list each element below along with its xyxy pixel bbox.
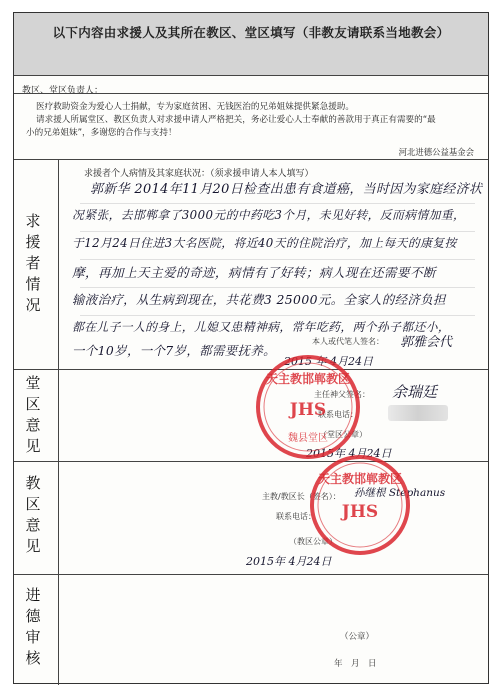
diocese-seal-label: （教区公章） bbox=[289, 537, 337, 546]
parish-contact-label: 教区、堂区负责人： bbox=[22, 86, 104, 96]
rule-line bbox=[80, 259, 475, 260]
notice-line-3: 小的兄弟姐妹”，多谢您的合作与支持！ bbox=[26, 128, 177, 138]
divider bbox=[14, 574, 488, 575]
notice-line-1: 医疗救助资金为爱心人士捐献，专为家庭贫困、无钱医治的兄弟姐妹提供紧急援助。 bbox=[36, 102, 354, 112]
applicant-date: 2015 年 4月24日 bbox=[284, 355, 373, 368]
divider bbox=[14, 159, 488, 160]
parish-seal-text: 天主教邯郸教区 bbox=[265, 372, 351, 386]
notice-line-2: 请求援人所属堂区、教区负责人对求援申请人严格把关，务必让爱心人士奉献的善款用于真正有需要的“最 bbox=[36, 115, 436, 125]
handwritten-line: 一个10岁，一个7岁，都需要抚养。 bbox=[72, 343, 276, 358]
signer-signature: 郭雅会代 bbox=[400, 335, 453, 350]
redacted-phone bbox=[388, 405, 448, 421]
divider bbox=[14, 461, 488, 462]
divider bbox=[14, 369, 488, 370]
diocese-phone-label: 联系电话： bbox=[276, 512, 316, 521]
handwritten-line: 输液治疗，从生病到现在，共花费3 25000元。全家人的经济负担 bbox=[72, 292, 446, 307]
handwritten-line: 都在儿子一人的身上，儿媳又患精神病，常年吃药，两个孙子都还小， bbox=[72, 320, 451, 334]
diocese-section-label: 教 区 意 见 bbox=[25, 474, 41, 555]
parish-seal-label: （堂区公章） bbox=[319, 430, 367, 439]
jinde-section-label: 进 德 审 核 bbox=[25, 586, 41, 667]
applicant-section-label: 求 援 者 情 况 bbox=[25, 212, 41, 314]
bishop-signature: 孙继根 Stephanus bbox=[354, 487, 446, 499]
divider bbox=[14, 93, 488, 94]
jinde-date-label: 年 月 日 bbox=[334, 659, 377, 669]
column-divider bbox=[58, 159, 59, 685]
handwritten-line: 郭新华 2014年11月20日检查出患有食道癌，当时因为家庭经济状 bbox=[90, 182, 483, 197]
parish-section-label: 堂 区 意 见 bbox=[25, 374, 41, 455]
parish-phone-label: 联系电话： bbox=[318, 410, 358, 419]
bishop-label: 主教/教区长（签名）： bbox=[262, 492, 341, 501]
handwritten-line: 摩，再加上天主爱的奇迹，病情有了好转；病人现在还需要不断 bbox=[72, 265, 436, 280]
handwritten-line: 于12月24日住进3大名医院，将近40天的住院治疗，加上每天的康复按 bbox=[72, 236, 457, 250]
applicant-hint: 求援者个人病情及其家庭状况：（须求援申请人本人填写） bbox=[84, 169, 314, 179]
svg-text:JHS: JHS bbox=[341, 502, 379, 522]
signer-label: 本人或代笔人签名： bbox=[312, 337, 384, 346]
diocese-date: 2015年 4月24日 bbox=[246, 555, 332, 568]
parish-seal-sub: 魏县堂区 bbox=[288, 433, 328, 444]
handwritten-line: 况紧张，去邯郸拿了3000元的中药吃3个月，未见好转，反而病情加重， bbox=[72, 208, 466, 222]
rule-line bbox=[80, 203, 475, 204]
rule-line bbox=[80, 287, 475, 288]
priest-signature: 余瑞廷 bbox=[392, 383, 438, 401]
rule-line bbox=[80, 315, 475, 316]
svg-text:JHS: JHS bbox=[289, 400, 327, 420]
jinde-seal-label: （公章） bbox=[340, 632, 375, 642]
form-title: 以下内容由求援人及其所在教区、堂区填写（非教友请联系当地教会） bbox=[52, 25, 450, 40]
form-header bbox=[14, 13, 488, 76]
foundation-name: 河北进德公益基金会 bbox=[398, 147, 474, 157]
diocese-seal-text: 天主教邯郸教区 bbox=[317, 472, 403, 486]
rule-line bbox=[80, 231, 475, 232]
parish-seal-icon bbox=[254, 353, 362, 461]
aid-application-form bbox=[13, 12, 489, 684]
diocese-seal-icon bbox=[308, 453, 412, 557]
priest-label: 主任神父签名： bbox=[314, 390, 370, 399]
parish-date: 2015年 4月24日 bbox=[306, 447, 392, 460]
